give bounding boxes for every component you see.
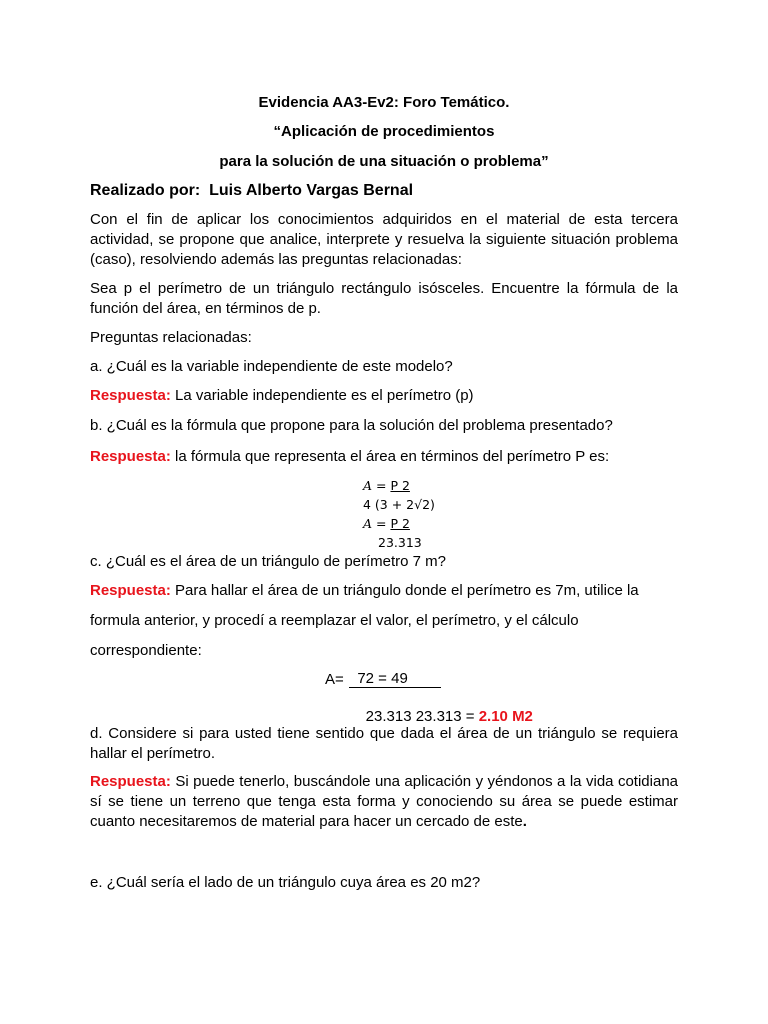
answer-a: [90, 386, 474, 405]
calc-result: 2.10 M2: [478, 708, 533, 725]
author-line: [90, 181, 413, 201]
question-c: c. ¿Cuál es el área de un triángulo de perímetro 7 m?: [90, 553, 447, 570]
related-questions-heading: Preguntas relacionadas:: [90, 329, 252, 346]
formula-1-lhs: A: [363, 478, 373, 493]
doc-subtitle-line1: “Aplicación de procedimientos: [273, 123, 495, 140]
formula-2-eq: =: [372, 516, 391, 531]
author-name: Luis Alberto Vargas Bernal: [209, 182, 414, 199]
calc-numerator: 72 = 49: [349, 670, 441, 688]
answer-d-text: Si puede tenerlo, buscándole una aplicación y yéndonos a la vida cotidiana sí se tiene un terreno que tenga esta forma y conociendo su área se puede estimar cuanto necesitaremos de material para hacer un cercado de este: [90, 773, 678, 830]
answer-label: Respuesta:: [90, 773, 171, 790]
question-e: e. ¿Cuál sería el lado de un triángulo cuya área es 20 m2?: [90, 874, 481, 891]
intro-paragraph: Con el fin de aplicar los conocimientos adquiridos en el material de esta tercera actividad, se propone que analice, interprete y resuelva la siguiente situación problema (caso), resolviendo además las preguntas relacionadas:: [90, 211, 678, 268]
question-b: b. ¿Cuál es la fórmula que propone para la solución del problema presentado?: [90, 417, 613, 434]
formula-2-denominator: 23.313: [378, 535, 422, 550]
answer-label: Respuesta:: [90, 582, 171, 599]
answer-c-line3: correspondiente:: [90, 642, 202, 659]
answer-c-line2: formula anterior, y procedí a reemplazar el valor, el perímetro, y el cálculo: [90, 612, 579, 629]
answer-c-line1: [90, 581, 639, 600]
author-label: Realizado por:: [90, 182, 201, 199]
doc-title: Evidencia AA3-Ev2: Foro Temático.: [258, 94, 510, 111]
formula-1-denominator: 4 (3 + 2√2): [363, 497, 435, 512]
formula-2-numerator-line: [363, 514, 410, 533]
answer-a-text: La variable independiente es el perímetro (p): [170, 387, 474, 404]
answer-label: Respuesta:: [90, 448, 171, 465]
formula-1-eq: =: [372, 478, 391, 493]
answer-label: Respuesta:: [90, 387, 171, 404]
answer-b: [90, 447, 609, 466]
formula-2-numerator: P 2: [390, 516, 410, 531]
formula-1-numerator-line: [363, 476, 410, 495]
calc-lhs: A=: [325, 671, 344, 688]
calc-denominator: 23.313 23.313 =: [365, 708, 479, 725]
formula-1-numerator: P 2: [390, 478, 410, 493]
problem-statement: Sea p el perímetro de un triángulo rectángulo isósceles. Encuentre la fórmula de la función del área, en términos de p.: [90, 280, 678, 317]
question-d: d. Considere si para usted tiene sentido que dada el área de un triángulo se requiera hallar el perímetro.: [90, 725, 678, 762]
doc-subtitle-line2: para la solución de una situación o problema”: [219, 153, 549, 170]
answer-b-text: la fórmula que representa el área en términos del perímetro P es:: [170, 448, 610, 465]
question-a: a. ¿Cuál es la variable independiente de este modelo?: [90, 358, 453, 375]
answer-c-text-1: Para hallar el área de un triángulo donde el perímetro es 7m, utilice la: [170, 582, 639, 599]
answer-d-end: .: [522, 813, 527, 830]
formula-2-lhs: A: [363, 516, 373, 531]
answer-d: [90, 772, 678, 832]
